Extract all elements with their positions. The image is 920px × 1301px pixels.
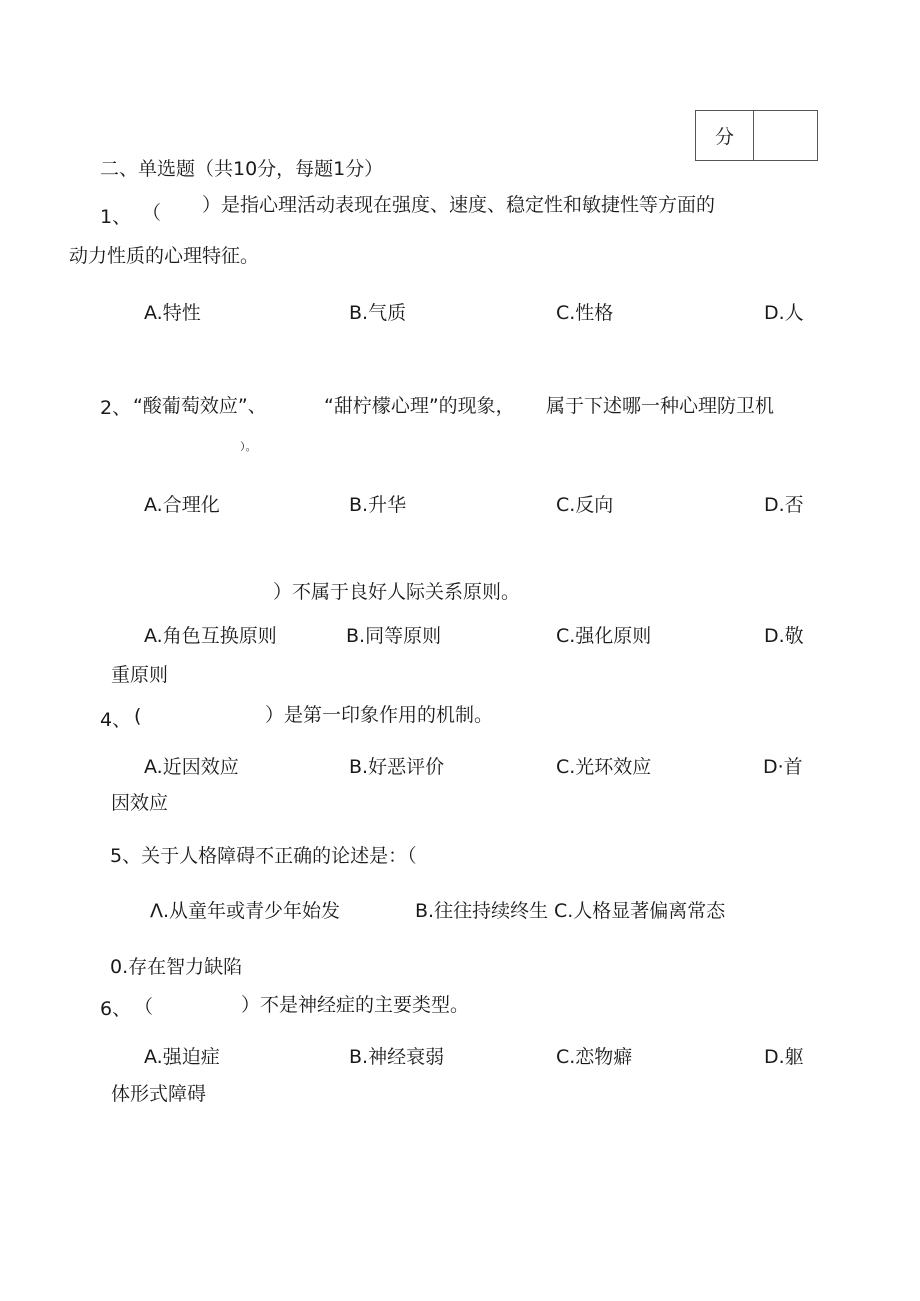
question-stem-line2: 动力性质的心理特征。 — [69, 245, 260, 267]
question-number: 1、 — [100, 206, 132, 228]
option-c[interactable]: C.性格 — [556, 302, 614, 324]
option-b[interactable]: B.好恶评价 — [349, 756, 445, 778]
question-stem: ）是指心理活动表现在强度、速度、稳定性和敏捷性等方面的 — [202, 194, 716, 216]
question-stem-line2: ）。 — [240, 440, 257, 453]
option-d-wrap: 因效应 — [111, 792, 169, 814]
option-d[interactable]: 0.存在智力缺陷 — [110, 956, 243, 978]
question-stem-part1: “酸葡萄效应”、 — [133, 395, 267, 417]
option-d-wrap: 体形式障碍 — [111, 1083, 207, 1105]
option-c[interactable]: C.光环效应 — [556, 756, 652, 778]
question-stem: ）是第一印象作用的机制。 — [265, 704, 494, 726]
option-c[interactable]: C.强化原则 — [556, 625, 652, 647]
question-stem: 5、关于人格障碍不正确的论述是：（ — [110, 845, 417, 867]
question-number: 6、 — [100, 998, 132, 1020]
question-number: 2、 — [100, 397, 132, 419]
question-number: 4、 — [100, 709, 132, 731]
option-b[interactable]: B.同等原则 — [346, 625, 442, 647]
question-stem: ）不属于良好人际关系原则。 — [273, 581, 521, 603]
option-d[interactable]: D·首 — [763, 756, 803, 778]
score-box — [695, 110, 818, 161]
answer-blank-open: （ — [134, 996, 154, 1018]
option-d[interactable]: D.躯 — [764, 1046, 804, 1068]
option-c[interactable]: C.反向 — [556, 494, 614, 516]
score-label: 分 — [696, 111, 754, 160]
option-c[interactable]: C.人格显著偏离常态 — [554, 900, 726, 922]
option-b[interactable]: B.升华 — [349, 494, 407, 516]
option-b[interactable]: B.气质 — [349, 302, 407, 324]
option-a[interactable]: A.合理化 — [144, 494, 220, 516]
option-a[interactable]: Λ.从童年或青少年始发 — [150, 900, 341, 922]
answer-blank-open: （ — [142, 202, 162, 224]
option-a[interactable]: A.特性 — [144, 302, 201, 324]
score-value-cell[interactable] — [754, 111, 817, 160]
option-a[interactable]: A.角色互换原则 — [144, 625, 277, 647]
option-d-wrap: 重原则 — [111, 664, 169, 686]
option-a[interactable]: A.近因效应 — [144, 756, 239, 778]
answer-blank-open: ( — [134, 705, 142, 727]
option-b[interactable]: B.神经衰弱 — [349, 1046, 445, 1068]
option-c[interactable]: C.恋物癖 — [556, 1046, 633, 1068]
question-stem-part2: “甜柠檬心理”的现象， — [324, 395, 515, 417]
section-title: 二、单选题（共10分，每题1分） — [100, 158, 384, 180]
option-d[interactable]: D.人 — [764, 302, 804, 324]
question-stem-part3: 属于下述哪一种心理防卫机 — [546, 395, 775, 417]
option-d[interactable]: D.否 — [764, 494, 804, 516]
question-stem: ）不是神经症的主要类型。 — [241, 994, 470, 1016]
option-d[interactable]: D.敬 — [764, 625, 804, 647]
option-b[interactable]: B.往往持续终生 — [415, 900, 549, 922]
option-a[interactable]: A.强迫症 — [144, 1046, 220, 1068]
